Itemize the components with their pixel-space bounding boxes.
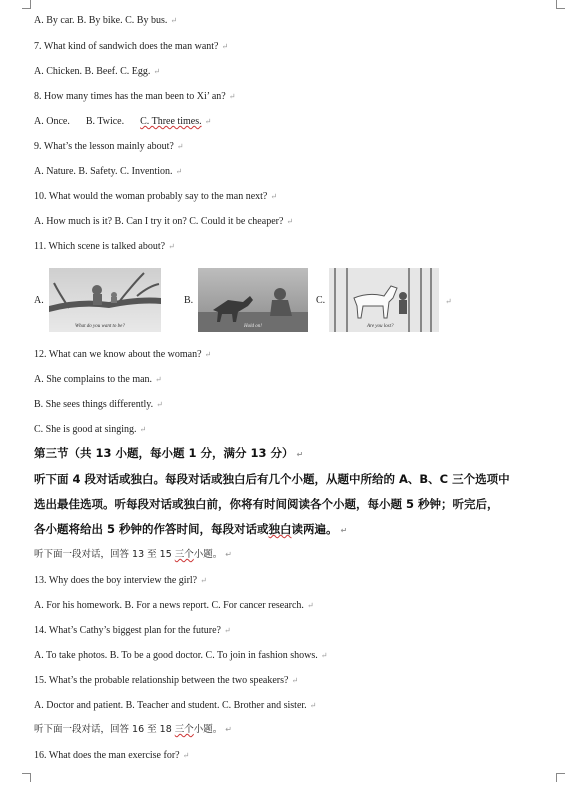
image-b-label: B. <box>184 295 194 306</box>
q12-option-b: B. She sees things differently. ↵ <box>34 399 163 410</box>
image-b-caption: Hold on! <box>244 324 262 329</box>
image-a <box>49 268 161 332</box>
boy-and-animal-on-tree-branch-icon <box>49 268 161 332</box>
q12-option-c: C. She is good at singing. ↵ <box>34 424 147 435</box>
q14-options: A. To take photos. B. To be a good doctor. C. To join in fashion shows. ↵ <box>34 650 328 661</box>
q8-options: A. Once. B. Twice. C. Three times. ↵ <box>34 116 212 127</box>
q9-options: A. Nature. B. Safety. C. Invention. ↵ <box>34 166 183 177</box>
crop-mark-bottom-left <box>22 773 31 782</box>
image-b <box>198 268 308 332</box>
listen-instruction-2: 听下面一段对话，回答 16 至 18 三个小题。 ↵ <box>34 724 232 735</box>
q15-options: A. Doctor and patient. B. Teacher and student. C. Brother and sister. ↵ <box>34 700 317 711</box>
q12-option-a: A. She complains to the man. ↵ <box>34 374 162 385</box>
fox-and-boy-sitting-icon <box>198 268 308 332</box>
listen-instruction-1: 听下面一段对话，回答 13 至 15 三个小题。 ↵ <box>34 549 232 560</box>
crop-mark-bottom-right <box>556 773 565 782</box>
image-a-label: A. <box>34 295 44 306</box>
image-a-caption: What do you want to be? <box>75 324 125 329</box>
image-c-caption: Are you lost? <box>367 324 394 329</box>
q7-options: A. Chicken. B. Beef. C. Egg. ↵ <box>34 66 161 77</box>
instructions-line-2: 选出最佳选项。听每段对话或独白前，你将有时间阅读各个小题，每小题 5 秒钟；听完后， <box>34 497 499 511</box>
q13-question: 13. Why does the boy interview the girl? ↵ <box>34 575 207 586</box>
instructions-line-1: 听下面 4 段对话或独白。每段对话或独白后有几个小题，从题中所给的 A、B、C 三个选项中 <box>34 472 510 486</box>
instructions-line-3: 各小题将给出 5 秒钟的作答时间，每段对话或独白读两遍。 ↵ <box>34 522 348 536</box>
q16-question: 16. What does the man exercise for? ↵ <box>34 750 190 761</box>
crop-mark-top-left <box>22 0 31 9</box>
crop-mark-top-right <box>556 0 565 9</box>
q15-question: 15. What’s the probable relationship between the two speakers? ↵ <box>34 675 299 686</box>
q8-question: 8. How many times has the man been to Xi’ an? ↵ <box>34 91 236 102</box>
q13-options: A. For his homework. B. For a news report. C. For cancer research. ↵ <box>34 600 314 611</box>
q6-options: A. By car. B. By bike. C. By bus. ↵ <box>34 15 178 26</box>
image-c-label: C. <box>316 295 326 306</box>
q14-question: 14. What’s Cathy’s biggest plan for the future? ↵ <box>34 625 231 636</box>
q9-question: 9. What’s the lesson mainly about? ↵ <box>34 141 184 152</box>
q7-question: 7. What kind of sandwich does the man want? ↵ <box>34 41 229 52</box>
q11-question: 11. Which scene is talked about? ↵ <box>34 241 175 252</box>
section-title: 第三节（共 13 小题，每小题 1 分，满分 13 分） ↵ <box>34 446 304 460</box>
q10-options: A. How much is it? B. Can I try it on? C. Could it be cheaper? ↵ <box>34 216 294 227</box>
image-c <box>329 268 439 332</box>
boy-and-horse-in-forest-icon <box>329 268 439 332</box>
image-row-mark: ↵ <box>445 297 452 306</box>
q10-question: 10. What would the woman probably say to the man next? ↵ <box>34 191 278 202</box>
q12-question: 12. What can we know about the woman? ↵ <box>34 349 212 360</box>
